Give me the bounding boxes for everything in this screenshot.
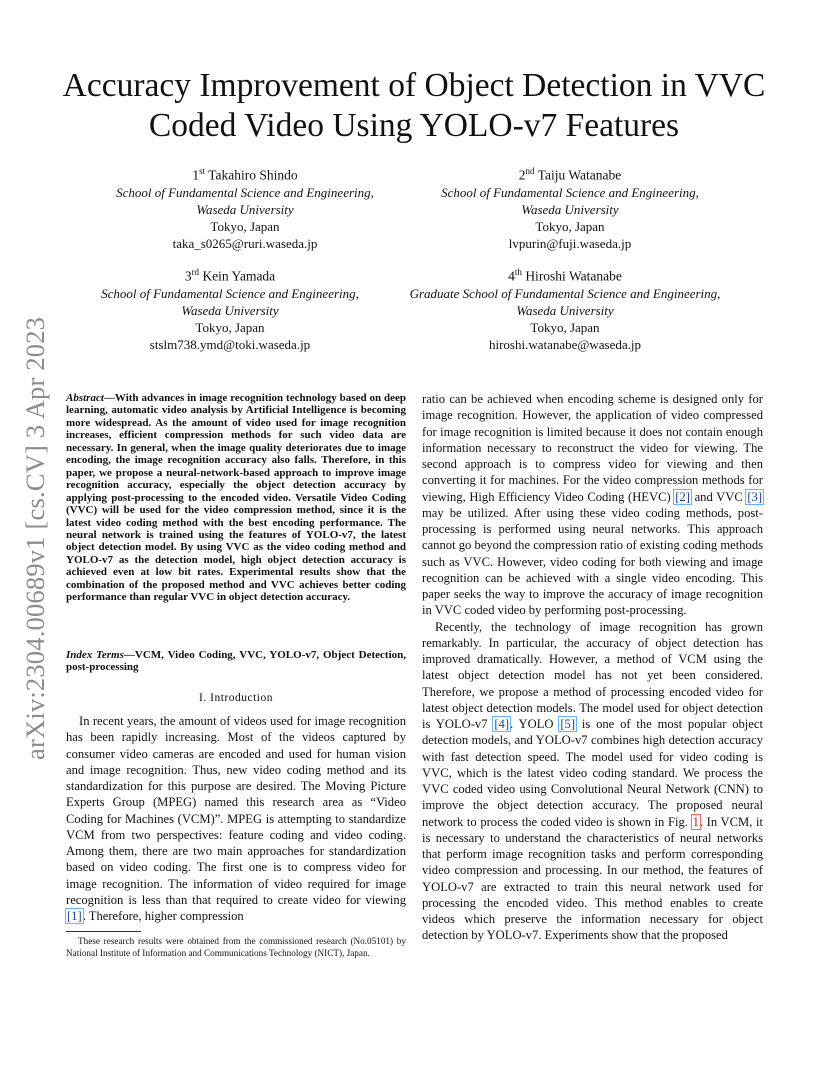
author-university: Waseda University: [181, 302, 279, 318]
intro-paragraph: In recent years, the amount of videos used for image recognition has been rapidly increasing. Most of the videos captured by consumer video cameras are encoded and used for human vision and image recognition. Thus, new video coding method and its standardization for this purpose are desired. The Moving Picture Experts Group (MPEG) named this research area as “Video Coding for Machines (VCM)”. MPEG is attempting to standardize VCM from two perspectives: feature coding and video coding. Among them, there are two main approaches for standardization based on video coding. The first one is to compress video for image recognition. The information of video required for image recognition is less than that required to create video for viewing [1]. Therefore, higher compression: [66, 714, 406, 923]
author-location: Tokyo, Japan: [210, 218, 280, 234]
author-email[interactable]: hiroshi.watanabe@waseda.jp: [488, 336, 642, 352]
citation-link[interactable]: [4]: [494, 717, 510, 731]
author-name: 4th Hiroshi Watanabe: [508, 267, 622, 284]
abstract-lead: Abstract: [66, 392, 104, 404]
abstract-text: —With advances in image recognition technology based on deep learning, automatic video analysis by Artificial Intelligence is becoming more widespread. As the amount of video used for image recognition increases, efficient compression methods for such video data are necessary. In general, when the image quality deteriorates due to image encoding, the image recognition accuracy also falls. Therefore, in this paper, we propose a neural-network-based approach to improve image recognition accuracy, especially the object detection accuracy by applying post-processing to the encoded video. Versatile Video Coding (VVC) will be used for the video compression method, since it is the latest video coding method with the best encoding performance. The neural network is trained using the features of YOLO-v7, the latest object detection model. By using VVC as the video coding method and YOLO-v7 as the detection model, high object detection accuracy is achieved even at low bit rates. Experimental results show that the combination of the proposed method and VVC achieves better coding performance than regular VVC in object detection accuracy.: [66, 392, 406, 604]
paper-title: Accuracy Improvement of Object Detection in VVC Coded Video Using YOLO-v7 Features: [62, 67, 766, 144]
footnote: These research results were obtained from the commissioned research (No.05101) by National Institute of Information and Communications Technology (NICT), Japan.: [66, 936, 406, 958]
author-name: 3rd Kein Yamada: [184, 267, 276, 284]
author-university: Waseda University: [516, 302, 614, 318]
author-location: Tokyo, Japan: [195, 319, 265, 335]
arxiv-identifier: arXiv:2304.00689v1 [cs.CV] 3 Apr 2023: [20, 316, 50, 760]
author-email[interactable]: lvpurin@fuji.waseda.jp: [508, 235, 632, 251]
abstract: [66, 392, 406, 604]
index-terms: [66, 649, 406, 674]
footnote-rule: [66, 931, 141, 932]
figure-link[interactable]: 1: [692, 814, 699, 829]
body-column-right: [422, 391, 763, 944]
index-terms-lead: Index Terms: [66, 649, 124, 661]
author-block: [400, 163, 740, 252]
index-terms-text: —VCM, Video Coding, VVC, YOLO-v7, Object Detection, post-processing: [66, 649, 406, 674]
author-email[interactable]: stslm738.ymd@toki.waseda.jp: [149, 336, 311, 352]
body-paragraph: Recently, the technology of image recognition has grown remarkably. In particular, the accuracy of object detection has improved dramatically. However, a method of VCM using the latest object detection model has not yet been considered. Therefore, we propose a method of processing encoded video for latest object detection models. The model used for object detection is YOLO-v7 [4]. YOLO [5] is one of the most popular object detection models, and YOLO-v7 combines high detection accuracy with fast detection speed. The model used for video coding is VVC, which is the latest video coding standard. We process the VVC coded video using Convolutional Neural Network (CNN) to improve the object detection accuracy. The proposed neural network to process the coded video is shown in Fig. 1. In VCM, it is necessary to understand the characteristics of neural networks that perform image recognition tasks and perform corresponding video compression and processing. In our method, the features of YOLO-v7 are extracted to train this neural network used for processing the encoded video. This method enables to create videos which preserve the information necessary for object detection by YOLO-v7. Experiments show that the proposed: [422, 619, 763, 943]
author-affiliation: Graduate School of Fundamental Science and Engineering,: [409, 285, 721, 301]
author-block: [90, 163, 400, 252]
author-email[interactable]: taka_s0265@ruri.waseda.jp: [172, 235, 318, 251]
author-location: Tokyo, Japan: [530, 319, 600, 335]
body-paragraph: ratio can be achieved when encoding scheme is designed only for image recognition. However, the application of video compressed for image recognition is limited because it does not contain enough information necessary to reconstruct the video for viewing. The second approach is to compress video for viewing and then converting it for machines. For the video compression methods for viewing, High Efficiency Video Coding (HEVC) [2] and VVC [3] may be utilized. After using these video coding methods, post-processing is performed using neural networks. This approach cannot go beyond the compression ratio of existing coding methods such as VVC. However, video coding for both viewing and image recognition can be achieved with a single video encoding. This paper seeks the way to improve the accuracy of image recognition in VVC coded video by performing post-processing.: [422, 392, 764, 618]
citation-link[interactable]: [1]: [67, 909, 82, 923]
author-block: [70, 264, 390, 353]
author-university: Waseda University: [196, 201, 294, 217]
author-university: Waseda University: [521, 201, 619, 217]
citation-link[interactable]: [3]: [747, 489, 763, 504]
author-affiliation: School of Fundamental Science and Engineering,: [441, 184, 699, 200]
author-affiliation: School of Fundamental Science and Engineering,: [101, 285, 359, 301]
author-name: 2nd Taiju Watanabe: [518, 166, 622, 183]
citation-link[interactable]: [5]: [560, 717, 576, 731]
author-location: Tokyo, Japan: [535, 218, 605, 234]
citation-link[interactable]: [2]: [675, 489, 690, 504]
author-name: 1st Takahiro Shindo: [192, 166, 298, 183]
section-heading: I. Introduction: [199, 692, 273, 704]
intro-column-left: [66, 713, 406, 924]
author-affiliation: School of Fundamental Science and Engineering,: [116, 184, 374, 200]
author-block: [390, 264, 740, 353]
